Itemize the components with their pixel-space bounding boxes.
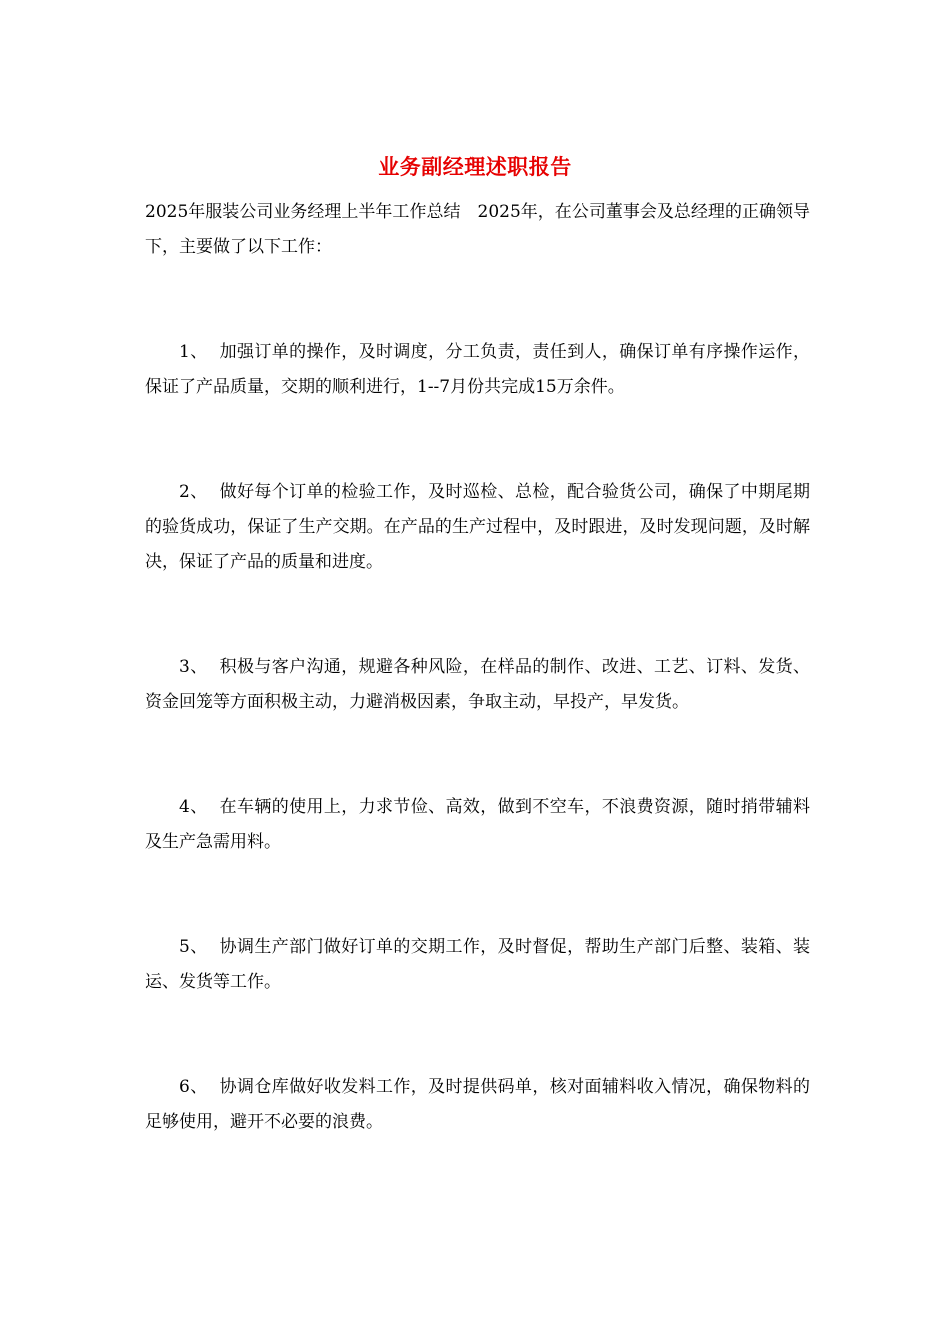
item-number: 4、 — [179, 797, 208, 817]
list-item-1 — [145, 335, 810, 405]
document-title: 业务副经理述职报告 — [378, 154, 572, 179]
item-number: 2、 — [179, 482, 208, 502]
list-item-5 — [145, 930, 810, 1000]
item-number: 6、 — [179, 1077, 208, 1097]
item-text: 积极与客户沟通，规避各种风险，在样品的制作、改进、工艺、订料、发货、资金回笼等方面积极主动，力避消极因素，争取主动，早投产，早发货。 — [145, 657, 810, 712]
item-text: 协调仓库做好收发料工作，及时提供码单，核对面辅料收入情况，确保物料的足够使用，避开不必要的浪费。 — [145, 1077, 810, 1132]
list-item-2 — [145, 475, 810, 580]
list-item-4 — [145, 790, 810, 860]
item-number: 1、 — [179, 342, 208, 362]
item-number: 3、 — [179, 657, 208, 677]
item-text: 协调生产部门做好订单的交期工作，及时督促，帮助生产部门后整、装箱、装运、发货等工作。 — [145, 937, 810, 992]
item-text: 加强订单的操作，及时调度，分工负责，责任到人，确保订单有序操作运作，保证了产品质量，交期的顺利进行，1--7月份共完成15万余件。 — [145, 342, 810, 397]
item-number: 5、 — [179, 937, 208, 957]
intro-paragraph: 2025年服装公司业务经理上半年工作总结 2025年，在公司董事会及总经理的正确领导下，主要做了以下工作： — [145, 202, 810, 257]
item-text: 做好每个订单的检验工作，及时巡检、总检，配合验货公司，确保了中期尾期的验货成功，保证了生产交期。在产品的生产过程中，及时跟进，及时发现问题，及时解决，保证了产品的质量和进度。 — [145, 482, 810, 572]
item-text: 在车辆的使用上，力求节俭、高效，做到不空车，不浪费资源，随时捎带辅料及生产急需用料。 — [145, 797, 810, 852]
list-item-6 — [145, 1070, 810, 1140]
list-item-3 — [145, 650, 810, 720]
